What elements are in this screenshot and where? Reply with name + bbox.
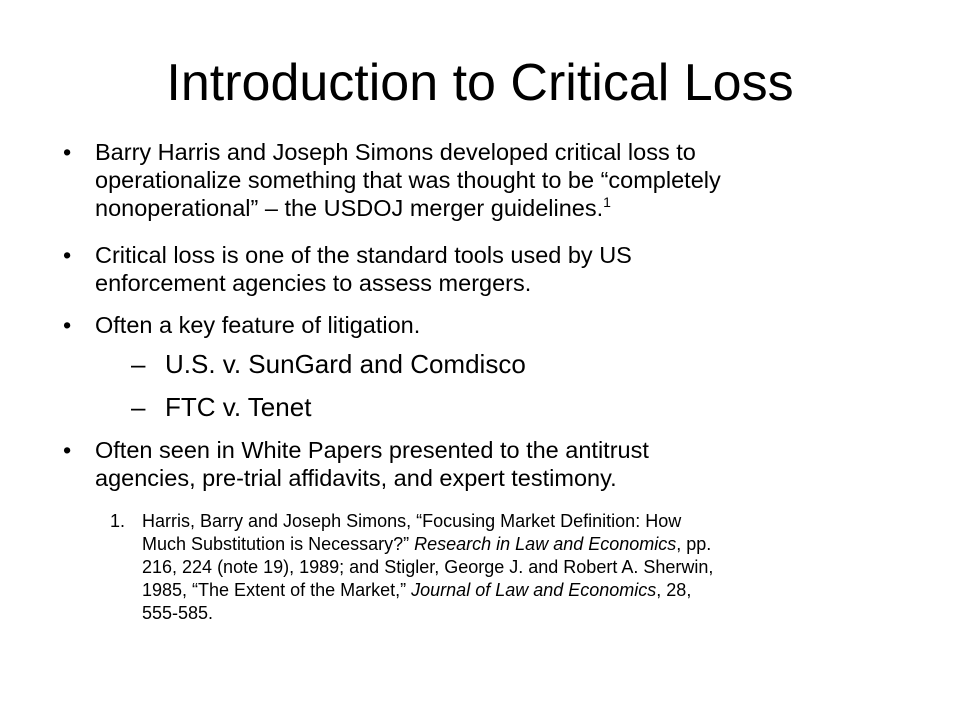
footnote-line: 555-585. — [142, 603, 214, 623]
footnote-line: 216, 224 (note 19), 1989; and Stigler, George J. and Robert A. Sherwin, — [142, 557, 714, 577]
footnote — [110, 510, 850, 625]
bullet-item-standard-tools — [63, 241, 763, 297]
bullet-marker: • — [63, 139, 72, 165]
sub-item-marker: – — [131, 392, 146, 422]
footnote-text-run: 1985, “The Extent of the Market,” — [142, 580, 407, 600]
footnote-text-run: , 28, — [656, 580, 692, 600]
sub-item-text: FTC v. Tenet — [165, 392, 312, 422]
bullet-text — [95, 138, 763, 222]
sub-item-marker: – — [131, 349, 146, 379]
footnote-line: Harris, Barry and Joseph Simons, “Focusing Market Definition: How — [142, 511, 682, 531]
bullet-item-litigation — [63, 311, 763, 339]
bullet-text: Often a key feature of litigation. — [95, 312, 421, 338]
sub-item-text: U.S. v. SunGard and Comdisco — [165, 349, 526, 379]
journal-title: Journal of Law and Economics — [411, 580, 657, 600]
footnote-text-run: , pp. — [676, 534, 712, 554]
footnote-text-run: Much Substitution is Necessary?” — [142, 534, 410, 554]
footnote-line — [142, 533, 850, 556]
footnote-text — [142, 510, 850, 625]
bullet-text-content: Barry Harris and Joseph Simons developed critical loss to operationalize something that was thought to be “completely nonoperational” – the USDOJ merger guidelines. — [95, 139, 721, 221]
footnote-reference: 1 — [603, 194, 611, 210]
sub-item-sungard — [131, 349, 526, 379]
bullet-marker: • — [63, 242, 72, 268]
bullet-item-white-papers — [63, 436, 763, 492]
bullet-text: Often seen in White Papers presented to the antitrust agencies, pre-trial affidavits, and expert testimony. — [95, 437, 649, 491]
bullet-item-harris-simons — [63, 138, 763, 222]
bullet-text: Critical loss is one of the standard tools used by US enforcement agencies to assess mergers. — [95, 242, 632, 296]
journal-title: Research in Law and Economics — [414, 534, 677, 554]
footnote-line — [142, 579, 850, 602]
footnote-number: 1. — [110, 511, 126, 531]
slide-title: Introduction to Critical Loss — [166, 54, 794, 112]
bullet-marker: • — [63, 312, 72, 338]
sub-item-tenet — [131, 392, 311, 422]
bullet-marker: • — [63, 437, 72, 463]
